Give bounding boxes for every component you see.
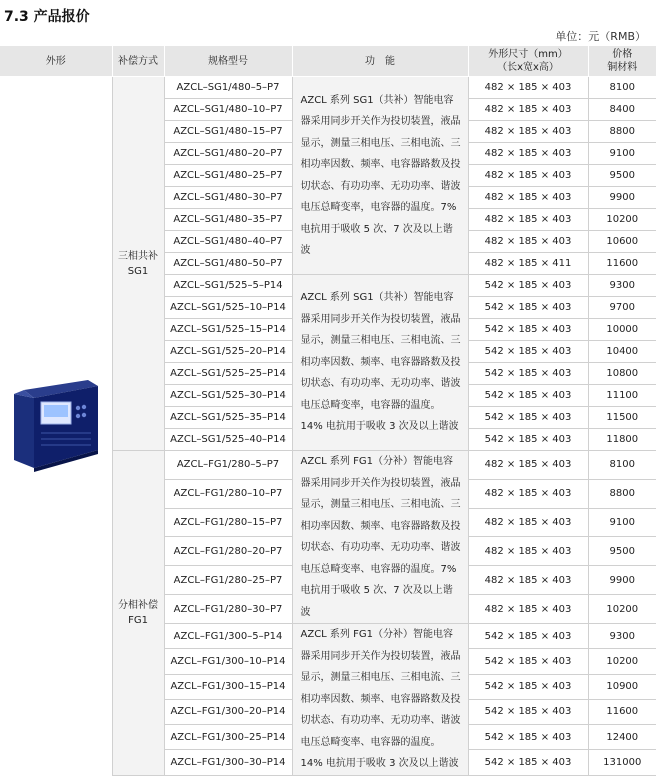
compensation-method-line2: SG1 xyxy=(113,264,164,279)
dimensions-cell: 542 × 185 × 403 xyxy=(468,385,588,407)
price-cell: 10200 xyxy=(588,209,656,231)
compensation-method-cell xyxy=(112,77,164,451)
price-cell: 8800 xyxy=(588,479,656,508)
price-table xyxy=(0,46,656,776)
dimensions-cell: 482 × 185 × 403 xyxy=(468,508,588,537)
model-cell: AZCL–FG1/280–15–P7 xyxy=(164,508,292,537)
model-cell: AZCL–FG1/300–25–P14 xyxy=(164,725,292,750)
model-cell: AZCL–SG1/480–40–P7 xyxy=(164,231,292,253)
price-cell: 10900 xyxy=(588,674,656,699)
price-cell: 10200 xyxy=(588,595,656,624)
price-cell: 8800 xyxy=(588,121,656,143)
model-cell: AZCL–SG1/525–25–P14 xyxy=(164,363,292,385)
price-cell: 10800 xyxy=(588,363,656,385)
table-body xyxy=(0,77,656,776)
dimensions-cell: 482 × 185 × 403 xyxy=(468,537,588,566)
price-cell: 12400 xyxy=(588,725,656,750)
dimensions-cell: 482 × 185 × 403 xyxy=(468,77,588,99)
function-description-cell: AZCL 系列 SG1（共补）智能电容器采用同步开关作为投切装置，液晶显示，测量三相电压、三相电流、三相功率因数、频率、电容器路数及投切状态、有功功率、无功功率、谐波电压总畸变率，电容器的温度。7% 电抗用于吸收 5 次、7 次及以上谐波 xyxy=(292,77,468,275)
dimensions-cell: 482 × 185 × 403 xyxy=(468,187,588,209)
price-cell: 11600 xyxy=(588,699,656,724)
dimensions-cell: 542 × 185 × 403 xyxy=(468,699,588,724)
header-shape: 外形 xyxy=(0,46,112,77)
model-cell: AZCL–FG1/280–5–P7 xyxy=(164,451,292,480)
unit-label: 单位：元（RMB） xyxy=(555,28,646,44)
dimensions-cell: 542 × 185 × 403 xyxy=(468,275,588,297)
compensation-method-cell xyxy=(112,451,164,776)
dimensions-cell: 482 × 185 × 403 xyxy=(468,566,588,595)
price-cell: 11500 xyxy=(588,407,656,429)
price-cell: 9500 xyxy=(588,537,656,566)
dimensions-cell: 482 × 185 × 403 xyxy=(468,595,588,624)
dimensions-cell: 482 × 185 × 403 xyxy=(468,479,588,508)
header-dimensions xyxy=(468,46,588,77)
price-cell: 11600 xyxy=(588,253,656,275)
table-header-row xyxy=(0,46,656,77)
price-cell: 9500 xyxy=(588,165,656,187)
dimensions-cell: 482 × 185 × 403 xyxy=(468,209,588,231)
model-cell: AZCL–SG1/525–15–P14 xyxy=(164,319,292,341)
price-cell: 10200 xyxy=(588,649,656,674)
section-title: 7.3 产品报价 xyxy=(4,6,90,26)
dimensions-cell: 482 × 185 × 403 xyxy=(468,143,588,165)
price-cell: 8100 xyxy=(588,77,656,99)
header-model: 规格型号 xyxy=(164,46,292,77)
model-cell: AZCL–FG1/300–15–P14 xyxy=(164,674,292,699)
table-row xyxy=(0,77,656,99)
function-description-cell: AZCL 系列 FG1（分补）智能电容器采用同步开关作为投切装置，液晶显示，测量三相电压、三相电流、三相功率因数、频率、电容器路数及投切状态、有功功率、无功功率、谐波电压总畸变率、电容器的温度。7% 电抗用于吸收 5 次、7 次及以上谐波 xyxy=(292,451,468,624)
dimensions-cell: 542 × 185 × 403 xyxy=(468,341,588,363)
dimensions-cell: 542 × 185 × 403 xyxy=(468,674,588,699)
price-cell: 10400 xyxy=(588,341,656,363)
header-price-line2: 铜材料 xyxy=(589,61,656,74)
price-cell: 10600 xyxy=(588,231,656,253)
model-cell: AZCL–SG1/480–20–P7 xyxy=(164,143,292,165)
compensation-method-line2: FG1 xyxy=(113,613,164,628)
dimensions-cell: 542 × 185 × 403 xyxy=(468,750,588,775)
dimensions-cell: 482 × 185 × 403 xyxy=(468,451,588,480)
price-cell: 9300 xyxy=(588,275,656,297)
product-image xyxy=(0,376,112,476)
price-cell: 10000 xyxy=(588,319,656,341)
price-cell: 9900 xyxy=(588,187,656,209)
price-cell: 11800 xyxy=(588,429,656,451)
price-cell: 9100 xyxy=(588,508,656,537)
model-cell: AZCL–SG1/480–10–P7 xyxy=(164,99,292,121)
dimensions-cell: 542 × 185 × 403 xyxy=(468,297,588,319)
model-cell: AZCL–FG1/280–10–P7 xyxy=(164,479,292,508)
model-cell: AZCL–FG1/300–30–P14 xyxy=(164,750,292,775)
price-cell: 9700 xyxy=(588,297,656,319)
header-price-line1: 价格 xyxy=(589,48,656,61)
compensation-method-line1: 三相共补 xyxy=(113,249,164,264)
header-price xyxy=(588,46,656,77)
model-cell: AZCL–SG1/480–15–P7 xyxy=(164,121,292,143)
model-cell: AZCL–FG1/300–5–P14 xyxy=(164,624,292,649)
price-cell: 8400 xyxy=(588,99,656,121)
model-cell: AZCL–FG1/300–20–P14 xyxy=(164,699,292,724)
model-cell: AZCL–FG1/280–20–P7 xyxy=(164,537,292,566)
dimensions-cell: 542 × 185 × 403 xyxy=(468,407,588,429)
cabinet-device-icon xyxy=(10,376,102,476)
price-cell: 8100 xyxy=(588,451,656,480)
dimensions-cell: 482 × 185 × 403 xyxy=(468,231,588,253)
dimensions-cell: 542 × 185 × 403 xyxy=(468,363,588,385)
dimensions-cell: 482 × 185 × 411 xyxy=(468,253,588,275)
function-description-cell: AZCL 系列 FG1（分补）智能电容器采用同步开关作为投切装置，液晶显示，测量三相电压、三相电流、三相功率因数、频率、电容器路数及投切状态、有功功率、无功功率、谐波电压总畸变率、电容器的温度。14% 电抗用于吸收 3 次及以上谐波 xyxy=(292,624,468,776)
dimensions-cell: 542 × 185 × 403 xyxy=(468,624,588,649)
price-cell: 11100 xyxy=(588,385,656,407)
model-cell: AZCL–SG1/525–35–P14 xyxy=(164,407,292,429)
dimensions-cell: 542 × 185 × 403 xyxy=(468,319,588,341)
model-cell: AZCL–SG1/525–40–P14 xyxy=(164,429,292,451)
model-cell: AZCL–SG1/480–35–P7 xyxy=(164,209,292,231)
header-dimensions-line2: （长x宽x高） xyxy=(469,61,588,74)
model-cell: AZCL–FG1/300–10–P14 xyxy=(164,649,292,674)
price-cell: 9100 xyxy=(588,143,656,165)
header-dimensions-line1: 外形尺寸（mm） xyxy=(469,48,588,61)
price-cell: 9300 xyxy=(588,624,656,649)
header-method: 补偿方式 xyxy=(112,46,164,77)
model-cell: AZCL–SG1/480–25–P7 xyxy=(164,165,292,187)
model-cell: AZCL–FG1/280–30–P7 xyxy=(164,595,292,624)
dimensions-cell: 542 × 185 × 403 xyxy=(468,649,588,674)
model-cell: AZCL–SG1/480–5–P7 xyxy=(164,77,292,99)
model-cell: AZCL–SG1/525–5–P14 xyxy=(164,275,292,297)
dimensions-cell: 482 × 185 × 403 xyxy=(468,165,588,187)
compensation-method-line1: 分相补偿 xyxy=(113,598,164,613)
model-cell: AZCL–SG1/480–30–P7 xyxy=(164,187,292,209)
price-cell: 9900 xyxy=(588,566,656,595)
price-cell: 131000 xyxy=(588,750,656,775)
function-description-cell: AZCL 系列 SG1（共补）智能电容器采用同步开关作为投切装置，液晶显示，测量三相电压、三相电流、三相功率因数、频率、电容器路数及投切状态、有功功率、无功功率、谐波电压总畸变率，电容器的温度。14% 电抗用于吸收 3 次及以上谐波 xyxy=(292,275,468,451)
model-cell: AZCL–SG1/525–10–P14 xyxy=(164,297,292,319)
model-cell: AZCL–SG1/525–30–P14 xyxy=(164,385,292,407)
header-function: 功 能 xyxy=(292,46,468,77)
model-cell: AZCL–SG1/480–50–P7 xyxy=(164,253,292,275)
model-cell: AZCL–FG1/280–25–P7 xyxy=(164,566,292,595)
dimensions-cell: 542 × 185 × 403 xyxy=(468,429,588,451)
product-image-cell xyxy=(0,77,112,776)
dimensions-cell: 482 × 185 × 403 xyxy=(468,99,588,121)
dimensions-cell: 542 × 185 × 403 xyxy=(468,725,588,750)
model-cell: AZCL–SG1/525–20–P14 xyxy=(164,341,292,363)
dimensions-cell: 482 × 185 × 403 xyxy=(468,121,588,143)
